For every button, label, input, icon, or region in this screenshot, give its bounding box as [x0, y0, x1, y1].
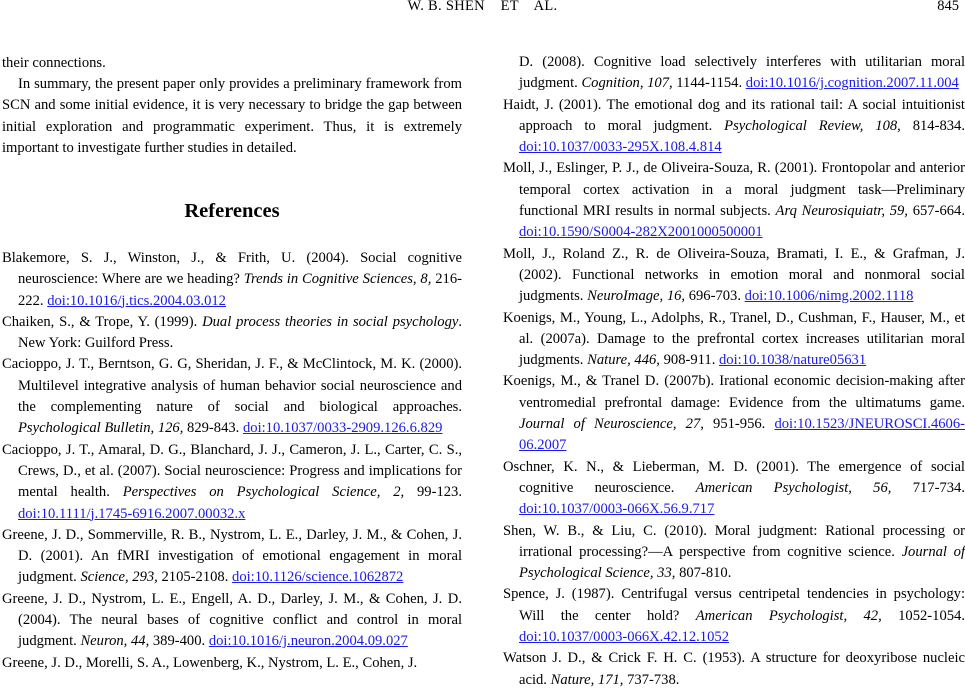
reference-entry	[503, 52, 965, 95]
doi-link[interactable]: doi:10.1038/nature05631	[719, 352, 867, 369]
references-heading: References	[184, 200, 280, 222]
doi-link[interactable]: doi:10.1037/0003-066X.56.9.717	[519, 501, 715, 518]
reference-authors-title: Greene, J. D., Morelli, S. A., Lowenberg, K., Nystrom, L. E., Cohen, J.	[2, 654, 418, 671]
reference-entry	[503, 244, 965, 308]
reference-journal: Cognition, 107,	[581, 75, 673, 92]
reference-entry	[2, 589, 462, 653]
reference-entry	[503, 457, 965, 521]
reference-list-right	[503, 52, 965, 691]
reference-pages: 1052-1054.	[881, 607, 965, 624]
doi-link[interactable]: doi:10.1037/0033-295X.108.4.814	[519, 139, 722, 156]
reference-journal: Arq Neurosiquiatr, 59,	[775, 203, 908, 220]
reference-pages: 829-843.	[183, 420, 243, 437]
doi-link[interactable]: doi:10.1126/science.1062872	[232, 569, 404, 586]
reference-pages: 216-222.	[18, 271, 463, 309]
doi-link[interactable]: doi:10.1111/j.1745-6916.2007.00032.x	[18, 505, 246, 522]
reference-authors-title: Spence, J. (1987). Centrifugal versus centripetal tendencies in psychology: Will the center hold?	[503, 586, 965, 624]
doi-link[interactable]: doi:10.1523/JNEUROSCI.4606-06.2007	[519, 416, 965, 454]
reference-pages: 1144-1154.	[672, 75, 746, 92]
reference-journal: Science, 293,	[80, 569, 158, 586]
reference-authors-title: Chaiken, S., & Trope, Y. (1999).	[2, 313, 203, 330]
doi-link[interactable]: doi:10.1590/S0004-282X2001000500001	[519, 224, 763, 241]
reference-pages: 951-956.	[703, 416, 775, 433]
page-number: 845	[937, 0, 959, 14]
reference-journal: Psychological Bulletin, 126,	[18, 420, 184, 437]
reference-journal: American Psychologist, 42,	[695, 607, 882, 624]
reference-journal: Trends in Cognitive Sciences, 8,	[243, 271, 432, 288]
reference-journal: NeuroImage, 16,	[587, 288, 686, 305]
running-title: W. B. SHEN ET AL.	[407, 0, 558, 14]
reference-authors-title: Koenigs, M., Young, L., Adolphs, R., Tranel, D., Cushman, F., Hauser, M., et al. (2007a). Damage to the prefrontal cortex increases utilitarian moral judgments.	[503, 309, 965, 369]
reference-journal: Journal of Neuroscience, 27,	[519, 416, 704, 433]
reference-entry	[503, 371, 965, 456]
reference-pages: 737-738.	[623, 671, 680, 688]
doi-link[interactable]: doi:10.1016/j.cognition.2007.11.004	[745, 75, 959, 92]
reference-authors-title: D. (2008). Cognitive load selectively interferes with utilitarian moral judgment.	[519, 54, 965, 92]
reference-pages: 908-911.	[659, 352, 719, 369]
reference-journal: American Psychologist, 56,	[695, 479, 892, 496]
reference-pages: 814-834.	[900, 117, 965, 134]
reference-pages: 807-810.	[675, 565, 732, 582]
reference-authors-title: Watson J. D., & Crick F. H. C. (1953). A structure for deoxyribose nucleic acid.	[503, 650, 965, 688]
reference-entry	[2, 354, 462, 439]
doi-link[interactable]: doi:10.1037/0003-066X.42.12.1052	[519, 629, 729, 646]
reference-journal: Dual process theories in social psychology	[202, 313, 459, 330]
reference-journal: Psychological Review, 108,	[724, 117, 901, 134]
reference-entry	[503, 648, 965, 691]
reference-journal: Journal of Psychological Science, 33,	[519, 543, 965, 582]
reference-entry	[2, 525, 462, 589]
reference-pages: . New York: Guilford Press.	[18, 313, 462, 352]
reference-pages: 696-703.	[685, 288, 745, 305]
running-head	[0, 0, 965, 20]
reference-journal: Neuron, 44,	[80, 633, 150, 650]
reference-authors-title: Cacioppo, J. T., Berntson, G. G, Sheridan, J. F., & McClintock, M. K. (2000). Multilevel integrative analysis of human behavior social neuroscience and the complementing nature of social and biological approaches.	[2, 356, 462, 416]
reference-entry	[503, 521, 965, 585]
reference-entry	[2, 248, 462, 312]
reference-entry	[2, 312, 462, 355]
reference-pages: 389-400.	[149, 633, 209, 650]
reference-entry	[503, 95, 965, 159]
reference-pages: 2105-2108.	[157, 569, 233, 586]
reference-list-left	[2, 248, 462, 674]
reference-authors-title: Blakemore, S. J., Winston, J., & Frith, U. (2004). Social cognitive neuroscience: Where are we heading?	[2, 250, 462, 288]
reference-pages: 99-123.	[404, 484, 462, 501]
reference-entry	[503, 158, 965, 243]
reference-pages: 717-734.	[891, 479, 965, 496]
reference-authors-title: Koenigs, M., & Tranel D. (2007b). Irational economic decision-making after ventromedial prefrontal damage: Evidence from the ultimatums game.	[503, 373, 965, 411]
reference-journal: Nature, 446,	[587, 352, 660, 369]
reference-authors-title: Greene, J. D., Sommerville, R. B., Nystrom, L. E., Darley, J. M., & Cohen, J. D. (2001). An fMRI investigation of emotional engagement in moral judgment.	[2, 526, 462, 586]
doi-link[interactable]: doi:10.1006/nimg.2002.1118	[744, 288, 914, 305]
reference-pages: 657-664.	[907, 203, 965, 220]
reference-entry	[503, 308, 965, 372]
reference-authors-title: Cacioppo, J. T., Amaral, D. G., Blanchard, J. J., Cameron, J. L., Carter, C. S., Crews, D., et al. (2007). Social neuroscience: Progress and implications for mental health.	[2, 441, 462, 501]
reference-entry	[2, 653, 462, 674]
summary-paragraph: In summary, the present paper only provides a preliminary framework from SCN and some initial evidence, it is very necessary to bridge the gap between initial exploration and programmatic experiment. Thus, it is extremely important to investigate further studies in detailed.	[2, 76, 462, 156]
reference-journal: Perspectives on Psychological Science, 2,	[122, 484, 405, 501]
reference-authors-title: Haidt, J. (2001). The emotional dog and its rational tail: A social intuitionist approach to moral judgment.	[503, 96, 965, 134]
doi-link[interactable]: doi:10.1016/j.tics.2004.03.012	[47, 292, 226, 309]
reference-journal: Nature, 171,	[550, 671, 624, 688]
doi-link[interactable]: doi:10.1016/j.neuron.2004.09.027	[208, 633, 408, 650]
reference-authors-title: Moll, J., Eslinger, P. J., de Oliveira-Souza, R. (2001). Frontopolar and anterior temporal cortex activation in a moral judgment task—Preliminary functional MRI results in normal subjects.	[503, 160, 965, 220]
reference-authors-title: Moll, J., Roland Z., R. de Oliveira-Souza, Bramati, I. E., & Grafman, J. (2002). Functional networks in emotion moral and nonmoral social judgments.	[503, 245, 965, 305]
intro-line: their connections.	[2, 55, 106, 71]
reference-authors-title: Oschner, K. N., & Lieberman, M. D. (2001). The emergence of social cognitive neuroscience.	[503, 458, 965, 496]
doi-link[interactable]: doi:10.1037/0033-2909.126.6.829	[242, 420, 443, 437]
reference-entry	[2, 440, 462, 525]
reference-authors-title: Shen, W. B., & Liu, C. (2010). Moral judgment: Rational processing or irrational processing?—A perspective from cognitive science.	[503, 522, 965, 560]
reference-entry	[503, 584, 965, 648]
reference-authors-title: Greene, J. D., Nystrom, L. E., Engell, A. D., Darley, J. M., & Cohen, J. D. (2004). The neural bases of cognitive conflict and control in moral judgment.	[2, 590, 462, 650]
